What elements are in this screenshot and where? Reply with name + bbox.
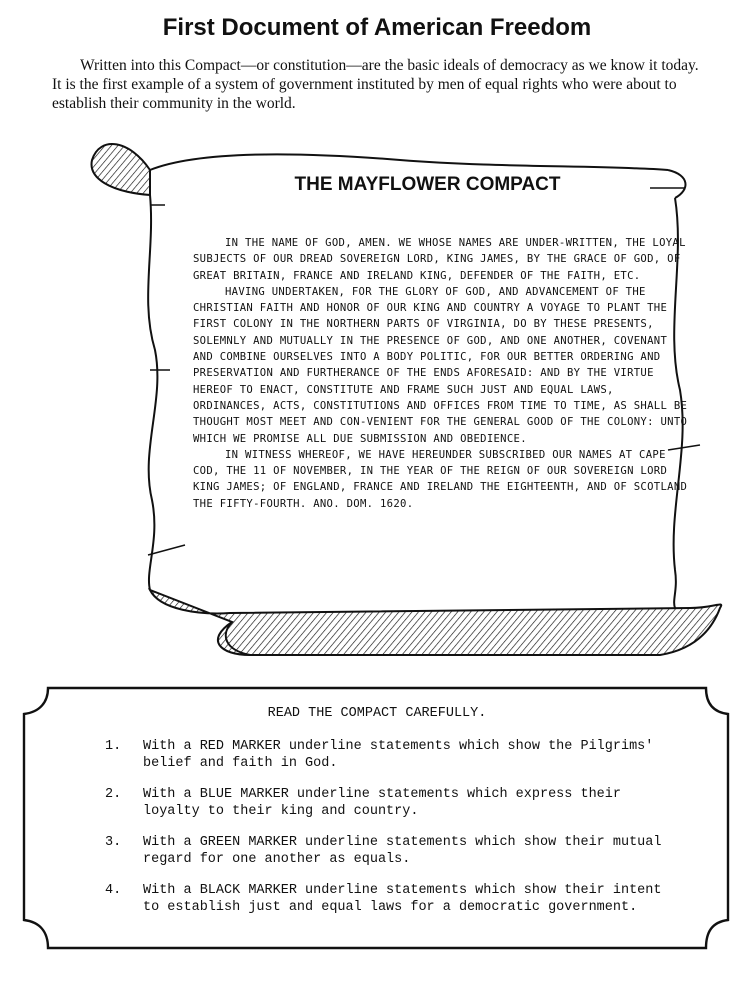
compact-paragraph: IN WITNESS WHEREOF, WE HAVE HEREUNDER SUBSCRIBED OUR NAMES AT CAPE COD, THE 11 OF NOVEMBER, IN THE YEAR OF THE REIGN OF OUR SOVEREIGN LORD KING JAMES; OF ENGLAND, FRANCE AND IRELAND THE EIGHTEENTH, AND OF SCOTLAND THE FIFTY-FOURTH. ANO. DOM. 1620. (193, 448, 688, 510)
compact-text (193, 235, 688, 512)
compact-title: THE MAYFLOWER COMPACT (294, 174, 561, 195)
instruction-number: 1. (105, 739, 122, 754)
scroll-left-edge (148, 195, 185, 590)
instruction-item (100, 883, 680, 916)
instruction-number: 4. (105, 883, 122, 898)
instruction-item (100, 835, 680, 868)
instruction-item (100, 787, 680, 820)
instructions-list (100, 739, 680, 931)
instruction-number: 2. (105, 787, 122, 802)
instruction-text: With a BLUE MARKER underline statements which express their loyalty to their king and country. (143, 787, 621, 819)
scroll-bottom-curl (150, 590, 721, 655)
compact-paragraph: HAVING UNDERTAKEN, FOR THE GLORY OF GOD, AND ADVANCEMENT OF THE CHRISTIAN FAITH AND HONOR OF OUR KING AND COUNTRY A VOYAGE TO PLANT THE FIRST COLONY IN THE NORTHERN PARTS OF VIRGINIA, DO BY THESE PRESENTS, SOLEMNLY AND MUTUALLY IN THE PRESENCE OF GOD, AND ONE ANOTHER, COVENANT AND COMBINE OURSELVES INTO A BODY POLITIC, FOR OUR BETTER ORDERING AND PRESERVATION AND FURTHERANCE OF THE ENDS AFORESAID: AND BY THE VIRTUE HEREOF TO ENACT, CONSTITUTE AND FRAME SUCH JUST AND EQUAL LAWS, ORDINANCES, ACTS, CONSTITUTIONS AND OFFICES FROM TIME TO TIME, AS SHALL BE THOUGHT MOST MEET AND CON-VENIENT FOR THE GENERAL GOOD OF THE COLONY: UNTO WHICH WE PROMISE ALL DUE SUBMISSION AND OBEDIENCE. (193, 285, 688, 445)
intro-paragraph: Written into this Compact—or constitution—are the basic ideals of democracy as we know it today. It is the first example of a system of government instituted by men of equal rights who were about to establish their community in the world. (52, 57, 699, 112)
instructions-heading: READ THE COMPACT CAREFULLY. (267, 706, 487, 721)
instruction-text: With a GREEN MARKER underline statements which show their mutual regard for one another as equals. (143, 835, 662, 867)
instruction-text: With a RED MARKER underline statements which show the Pilgrims' belief and faith in God. (143, 739, 654, 771)
compact-paragraph: IN THE NAME OF GOD, AMEN. WE WHOSE NAMES ARE UNDER-WRITTEN, THE LOYAL SUBJECTS OF OUR DREAD SOVEREIGN LORD, KING JAMES, BY THE GRACE OF GOD, OF GREAT BRITAIN, FRANCE AND IRELAND KING, DEFENDER OF THE FAITH, ETC. (193, 237, 686, 282)
instruction-text: With a BLACK MARKER underline statements which show their intent to establish just and equal laws for a democratic government. (143, 883, 662, 915)
page-title: First Document of American Freedom (162, 14, 592, 41)
instruction-item (100, 739, 680, 772)
instruction-number: 3. (105, 835, 122, 850)
